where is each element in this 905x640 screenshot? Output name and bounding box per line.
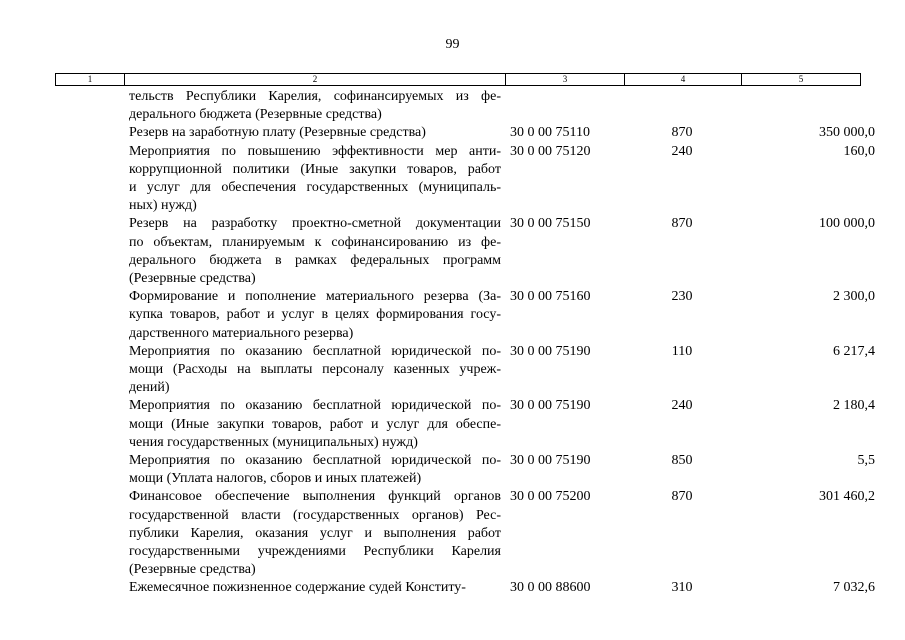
expense-type-code: 870 <box>671 216 693 232</box>
table-row <box>0 579 905 597</box>
header-col-3: 3 <box>506 74 625 86</box>
description-line: Резерв на заработную плату (Резервные средства) <box>129 125 426 141</box>
row-description <box>129 143 501 216</box>
description-line: дарственного материального резерва) <box>129 325 354 341</box>
target-article-code: 30 0 00 75200 <box>510 489 591 505</box>
description-line: Мероприятия по оказанию бесплатной юридической по- <box>129 453 501 469</box>
table-row <box>0 124 905 142</box>
page-number: 99 <box>445 37 460 52</box>
description-line: мощи (Расходы на выплаты персоналу казенных учреж- <box>129 362 501 378</box>
table-row <box>0 288 905 343</box>
description-line: Мероприятия по повышению эффективности мер анти- <box>129 143 501 159</box>
description-line: коррупционной политики (Иные закупки товаров, работ <box>129 161 501 177</box>
description-line: и услуг для обеспечения государственных (муниципаль- <box>129 180 501 196</box>
row-description <box>129 288 501 343</box>
row-description <box>129 579 501 597</box>
table-row <box>0 215 905 288</box>
amount-value: 2 300,0 <box>833 289 875 305</box>
table-row <box>0 143 905 216</box>
expense-type-code: 240 <box>671 143 693 159</box>
target-article-code: 30 0 00 75120 <box>510 143 591 159</box>
amount-value: 350 000,0 <box>819 125 875 141</box>
target-article-code: 30 0 00 75150 <box>510 216 591 232</box>
row-description <box>129 88 501 124</box>
row-description <box>129 124 501 142</box>
target-article-code: 30 0 00 75190 <box>510 453 591 469</box>
amount-value: 5,5 <box>857 453 875 469</box>
table-header <box>55 73 861 86</box>
amount-value: 6 217,4 <box>833 343 875 359</box>
description-line: Резерв на разработку проектно-сметной документации <box>129 216 501 232</box>
budget-table-body <box>0 88 905 598</box>
description-line: Мероприятия по оказанию бесплатной юридической по- <box>129 398 501 414</box>
description-line: тельств Республики Карелия, софинансируемых из фе- <box>129 89 501 104</box>
expense-type-code: 310 <box>671 580 693 596</box>
row-description <box>129 343 501 398</box>
description-line: дерального бюджета в рамках федеральных программ <box>129 252 501 268</box>
table-row <box>0 397 905 452</box>
description-line: Формирование и пополнение материального резерва (За- <box>129 289 501 305</box>
description-line: по объектам, планируемым к софинансированию из фе- <box>129 234 501 250</box>
description-line: государственными учреждениями Республики Карелия <box>129 544 501 560</box>
table-row <box>0 488 905 579</box>
row-description <box>129 488 501 579</box>
description-line: чения государственных (муниципальных) нужд) <box>129 434 418 450</box>
description-line: публики Карелия, оказания услуг и выполнения работ <box>129 525 501 541</box>
target-article-code: 30 0 00 75110 <box>510 125 590 141</box>
row-description <box>129 452 501 488</box>
table-row <box>0 88 905 124</box>
header-col-1: 1 <box>56 74 125 86</box>
target-article-code: 30 0 00 75190 <box>510 398 591 414</box>
description-line: Мероприятия по оказанию бесплатной юридической по- <box>129 343 501 359</box>
row-description <box>129 215 501 288</box>
amount-value: 2 180,4 <box>833 398 875 414</box>
description-line: дений) <box>129 380 170 396</box>
description-line: Ежемесячное пожизненное содержание судей Конститу- <box>129 580 466 596</box>
description-line: купка товаров, работ и услуг в целях формирования госу- <box>129 307 501 323</box>
description-line: ных) нужд) <box>129 198 197 214</box>
table-row <box>0 343 905 398</box>
amount-value: 301 460,2 <box>819 489 875 505</box>
amount-value: 7 032,6 <box>833 580 875 596</box>
expense-type-code: 870 <box>671 125 693 141</box>
target-article-code: 30 0 00 75160 <box>510 289 591 305</box>
target-article-code: 30 0 00 75190 <box>510 343 591 359</box>
header-col-4: 4 <box>625 74 742 86</box>
expense-type-code: 230 <box>671 289 693 305</box>
amount-value: 100 000,0 <box>819 216 875 232</box>
description-line: мощи (Иные закупки товаров, работ и услуг для обеспе- <box>129 416 501 432</box>
table-row <box>0 452 905 488</box>
description-line: (Резервные средства) <box>129 271 256 287</box>
row-description <box>129 397 501 452</box>
expense-type-code: 240 <box>671 398 693 414</box>
description-line: государственной власти (государственных органов) Рес- <box>129 507 501 523</box>
description-line: Финансовое обеспечение выполнения функций органов <box>129 489 501 505</box>
description-line: дерального бюджета (Резервные средства) <box>129 107 382 123</box>
expense-type-code: 850 <box>671 453 693 469</box>
target-article-code: 30 0 00 88600 <box>510 580 591 596</box>
amount-value: 160,0 <box>843 143 875 159</box>
expense-type-code: 110 <box>671 343 693 359</box>
header-col-2: 2 <box>125 74 506 86</box>
description-line: (Резервные средства) <box>129 562 256 578</box>
expense-type-code: 870 <box>671 489 693 505</box>
header-col-5: 5 <box>742 74 861 86</box>
description-line: мощи (Уплата налогов, сборов и иных платежей) <box>129 471 422 487</box>
